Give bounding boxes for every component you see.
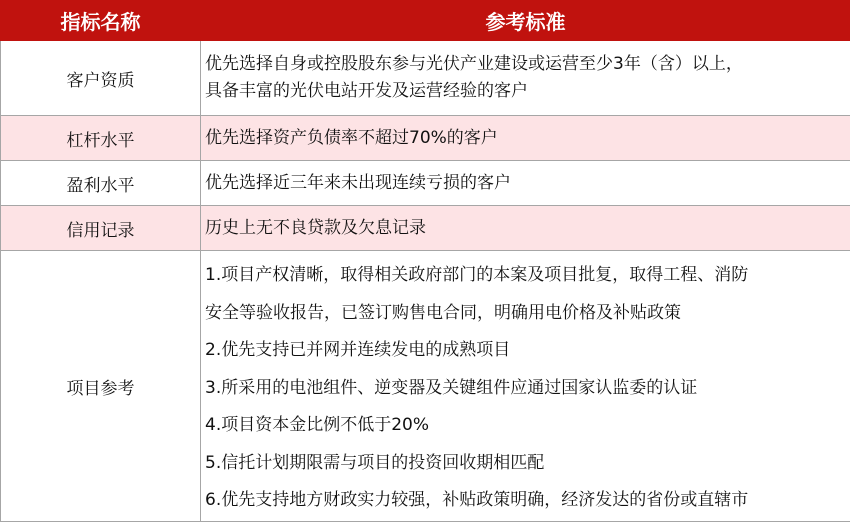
row-desc-qualification: [201, 41, 850, 116]
row-label-project: 项目参考: [1, 251, 201, 522]
desc-line: 5.信托计划期限需与项目的投资回收期相匹配: [205, 452, 545, 473]
desc-line: 3.所采用的电池组件、逆变器及关键组件应通过国家认监委的认证: [205, 377, 698, 398]
desc-line: 4.项目资本金比例不低于20%: [205, 415, 430, 435]
header-indicator: 指标名称: [1, 1, 201, 41]
desc-line: 安全等验收报告，已签订购售电合同，明确用电价格及补贴政策: [205, 302, 681, 323]
desc-line: 1.项目产权清晰，取得相关政府部门的本案及项目批复，取得工程、消防: [205, 265, 749, 285]
row-desc-profitability: [201, 161, 850, 206]
table-row: [1, 116, 850, 161]
header-standard: 参考标准: [201, 1, 850, 41]
table-row: [1, 161, 850, 206]
desc-line: 6.优先支持地方财政实力较强，补贴政策明确，经济发达的省份或直辖市: [205, 490, 749, 510]
table-row: [1, 41, 850, 116]
row-label-qualification: 客户资质: [1, 41, 201, 116]
desc-line: 优先选择自身或控股股东参与光伏产业建设或运营至少3年（含）以上，: [205, 54, 743, 74]
table-header-row: [1, 1, 850, 41]
desc-line: 具备丰富的光伏电站开发及运营经验的客户: [205, 81, 528, 101]
row-label-profitability: 盈利水平: [1, 161, 201, 206]
desc-line: 优先选择资产负债率不超过70%的客户: [205, 127, 498, 148]
row-desc-credit: [201, 206, 850, 251]
table-row: [1, 206, 850, 251]
row-label-credit: 信用记录: [1, 206, 201, 251]
row-desc-project: [201, 251, 850, 522]
row-label-leverage: 杠杆水平: [1, 116, 201, 161]
desc-line: 2.优先支持已并网并连续发电的成熟项目: [205, 340, 511, 360]
desc-line: 历史上无不良贷款及欠息记录: [205, 217, 426, 238]
table-row: [1, 251, 850, 522]
desc-line: 优先选择近三年来未出现连续亏损的客户: [205, 172, 511, 193]
row-desc-leverage: [201, 116, 850, 161]
